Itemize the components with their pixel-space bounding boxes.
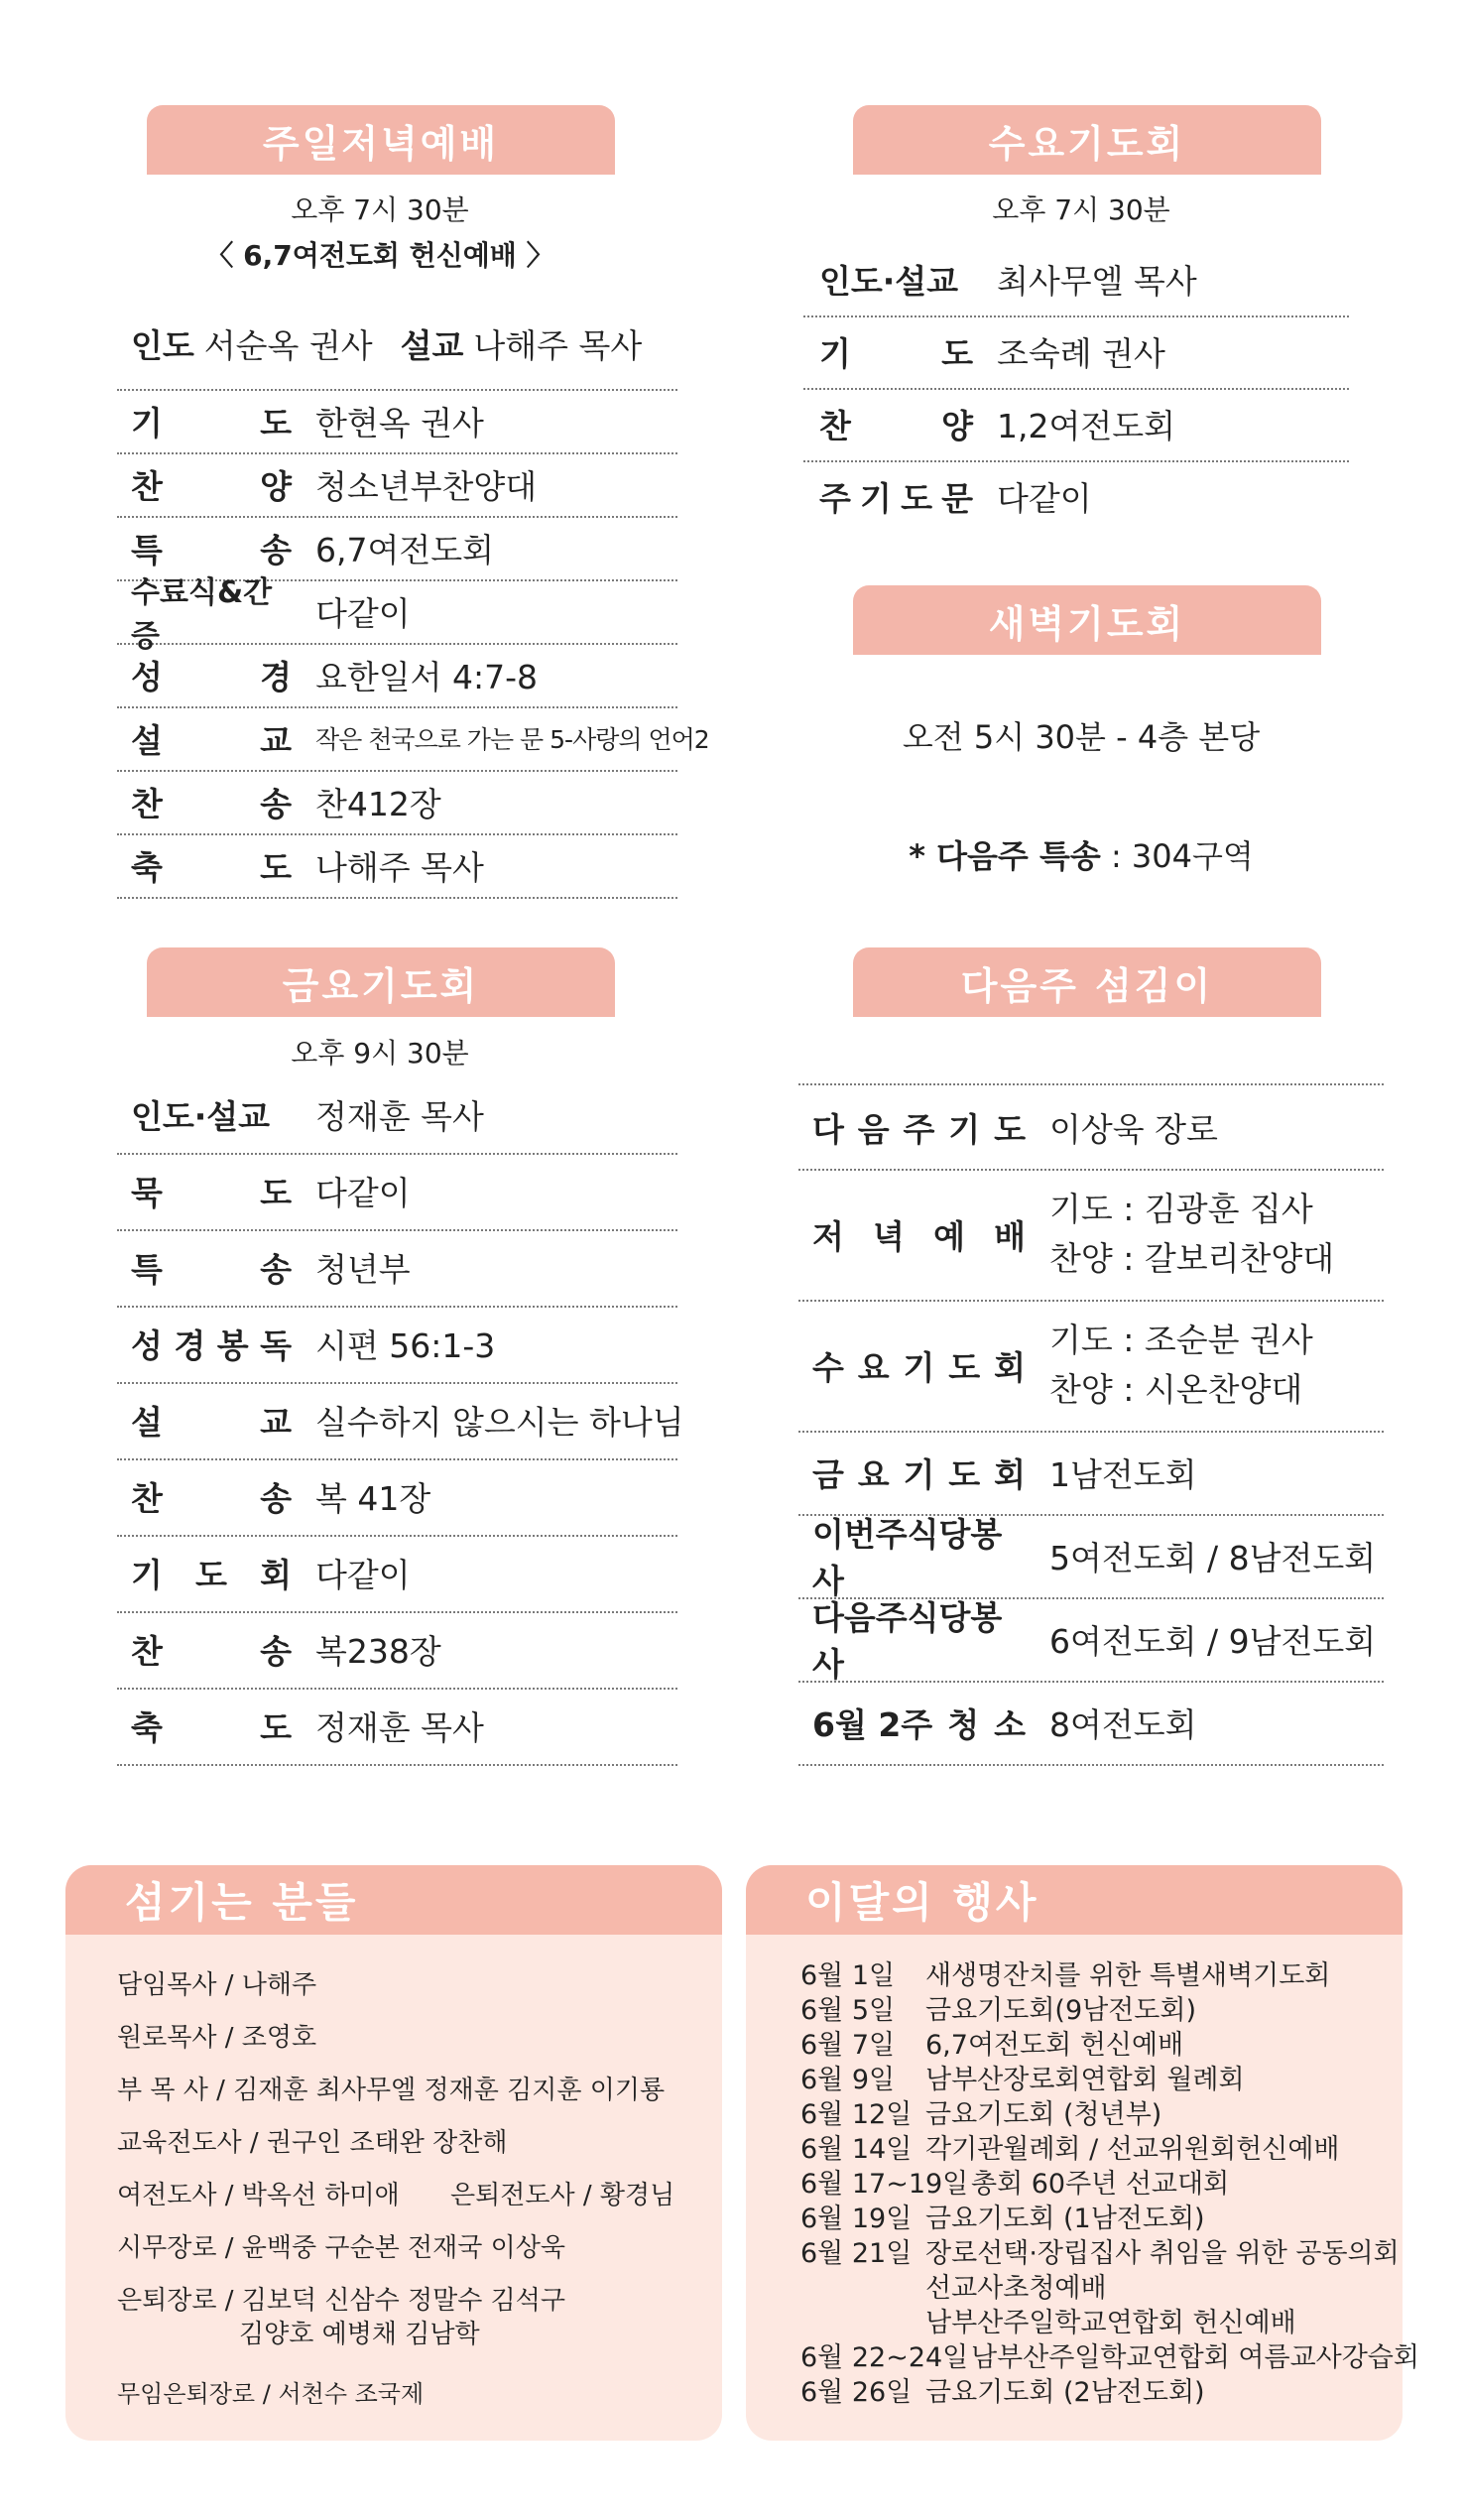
friday-row-hymn-2 xyxy=(117,1611,677,1690)
row-label: 특 송 xyxy=(131,530,292,569)
staff-line: 은퇴장로 / 김보덕 신삼수 정말수 김석구 xyxy=(117,2286,565,2316)
wednesday-row-leader xyxy=(803,243,1349,317)
row-value: 시편 56:1-3 xyxy=(315,1326,496,1365)
row-label: 찬 양 xyxy=(819,407,973,445)
friday-row-silent-prayer xyxy=(117,1153,677,1231)
row-value: 청소년부찬양대 xyxy=(315,466,538,506)
event-item: 6월 7일 6,7여전도회 헌신예배 xyxy=(800,2030,1184,2061)
sermon-label: 설교 xyxy=(400,325,464,365)
dawn-header: 새벽기도회 xyxy=(853,585,1321,655)
staff-line: 교육전도사 / 권구인 조태완 장찬해 xyxy=(117,2128,508,2158)
row-label: 금 요 기 도 회 xyxy=(812,1454,1026,1494)
next-row-evening xyxy=(798,1169,1384,1302)
sunday-row-praise xyxy=(117,452,677,518)
event-item: 6월 1일 새생명잔치를 위한 특별새벽기도회 xyxy=(800,1960,1331,1991)
events-box xyxy=(746,1865,1419,2441)
row-label: 찬 송 xyxy=(131,1632,292,1671)
row-label: 다 음 주 기 도 xyxy=(812,1109,1026,1149)
friday-row-sermon xyxy=(117,1382,684,1460)
event-item: 6월 17~19일 총회 60주년 선교대회 xyxy=(800,2169,1230,2200)
row-label: 인도·설교 xyxy=(819,262,959,301)
next-row-friday xyxy=(798,1431,1384,1516)
friday-header: 금요기도회 xyxy=(147,947,615,1017)
row-value: 다같이 xyxy=(315,593,411,633)
row-label: 기 도 xyxy=(819,334,973,373)
row-value: 최사무엘 목사 xyxy=(997,262,1197,301)
wednesday-header: 수요기도회 xyxy=(853,105,1321,175)
sunday-evening-leader-row xyxy=(117,298,677,391)
row-value: 실수하지 않으시는 하나님 xyxy=(315,1403,684,1442)
row-label: 성 경 xyxy=(131,657,292,696)
sunday-row-prayer xyxy=(117,389,677,454)
wednesday-row-prayer xyxy=(803,315,1349,390)
event-item: 6월 12일 금요기도회 (청년부) xyxy=(800,2099,1162,2130)
row-label: 기 도 회 xyxy=(131,1556,292,1594)
event-item: 6월 19일 금요기도회 (1남전도회) xyxy=(800,2204,1205,2234)
wednesday-row-lords-prayer xyxy=(803,460,1349,533)
row-value: 한현옥 권사 xyxy=(315,403,484,442)
sunday-evening-special: 〈 6,7여전도회 헌신예배 〉 xyxy=(205,239,554,272)
friday-row-scripture xyxy=(117,1306,677,1384)
row-value: 청년부 xyxy=(315,1250,411,1289)
event-item: 6월 14일 각기관월례회 / 선교위원회헌신예배 xyxy=(800,2134,1340,2165)
row-label: 주 기 도 문 xyxy=(819,479,973,518)
row-value: 정재훈 목사 xyxy=(315,1708,484,1747)
row-value: 1,2여전도회 xyxy=(997,407,1175,445)
row-value: 기도 : 조순분 권사 찬양 : 시온찬양대 xyxy=(1049,1321,1313,1409)
row-label: 축 도 xyxy=(131,847,292,887)
row-label: 찬 송 xyxy=(131,784,292,823)
staff-line: 부 목 사 / 김재훈 최사무엘 정재훈 김지훈 이기룡 xyxy=(117,2076,666,2105)
row-value: 6여전도회 / 9남전도회 xyxy=(1049,1621,1377,1661)
staff-line: 여전도사 / 박옥선 하미애 xyxy=(117,2181,400,2210)
event-item: 6월 5일 금요기도회(9남전도회) xyxy=(800,1995,1196,2026)
sunday-row-scripture xyxy=(117,643,677,708)
row-value: 8여전도회 xyxy=(1049,1704,1197,1744)
next-row-kitchen-this xyxy=(798,1514,1384,1599)
row-value: 다같이 xyxy=(315,1556,411,1594)
next-row-wednesday xyxy=(798,1300,1384,1433)
next-week-header: 다음주 섬김이 xyxy=(853,947,1321,1017)
friday-row-hymn xyxy=(117,1458,677,1537)
wednesday-row-praise xyxy=(803,388,1349,462)
event-item: 6월 9일 남부산장로회연합회 월례회 xyxy=(800,2065,1245,2095)
row-label: 묵 도 xyxy=(131,1174,292,1212)
next-row-prayer xyxy=(798,1083,1384,1171)
row-label: 이번주식당봉사 xyxy=(812,1515,1003,1600)
row-value: 찬412장 xyxy=(315,784,441,823)
row-label: 찬 양 xyxy=(131,466,292,506)
staff-line: 시무장로 / 윤백중 구순본 전재국 이상욱 xyxy=(117,2233,565,2263)
row-label: 다음주식당봉사 xyxy=(812,1598,1003,1684)
sunday-row-sermon xyxy=(117,706,709,772)
leader-name: 서순옥 권사 xyxy=(203,325,373,365)
dawn-time: 오전 5시 30분 - 4층 본당 xyxy=(902,718,1261,756)
row-value: 작은 천국으로 가는 문 5-사랑의 언어2 xyxy=(315,725,709,754)
servers-header: 섬기는 분들 xyxy=(65,1865,722,1935)
row-label: 성 경 봉 독 xyxy=(131,1326,292,1365)
dawn-next-special xyxy=(803,831,1359,877)
sunday-evening-header: 주일저녁예배 xyxy=(147,105,615,175)
row-value: 다같이 xyxy=(315,1174,411,1212)
event-item: 6월 26일 금요기도회 (2남전도회) xyxy=(800,2377,1205,2408)
sunday-row-hymn xyxy=(117,770,677,835)
staff-line: 은퇴전도사 / 황경님 xyxy=(450,2181,675,2210)
row-label: 6월 2주 청 소 xyxy=(812,1704,1026,1744)
staff-line: 담임목사 / 나해주 xyxy=(117,1970,317,2000)
row-label: 찬 송 xyxy=(131,1479,292,1518)
event-item: 6월 22~24일 남부산주일학교연합회 여름교사강습회 xyxy=(800,2342,1419,2373)
row-label: 수 요 기 도 회 xyxy=(812,1347,1026,1387)
row-value: 조숙례 권사 xyxy=(997,334,1165,373)
sunday-row-graduation xyxy=(117,575,677,654)
row-value: 복 41장 xyxy=(315,1479,431,1518)
next-row-cleaning xyxy=(798,1681,1384,1766)
row-value: 복238장 xyxy=(315,1632,441,1671)
friday-time: 오후 9시 30분 xyxy=(291,1037,469,1070)
row-value: 나해주 목사 xyxy=(315,847,484,887)
row-value: 요한일서 4:7-8 xyxy=(315,657,539,696)
staff-line: 무임은퇴장로 / 서천수 조국제 xyxy=(117,2380,425,2408)
sermon-name: 나해주 목사 xyxy=(473,325,643,365)
leader-label: 인도 xyxy=(131,325,194,365)
row-value: 6,7여전도회 xyxy=(315,530,494,569)
row-label: 설 교 xyxy=(131,720,292,760)
row-label: 저 녁 예 배 xyxy=(812,1216,1026,1256)
next-row-kitchen-next xyxy=(798,1597,1384,1683)
events-header: 이달의 행사 xyxy=(746,1865,1403,1935)
next-special-label: * 다음주 특송 xyxy=(909,837,1101,875)
sunday-evening-time: 오후 7시 30분 xyxy=(291,193,469,226)
event-item: 선교사초청예배 xyxy=(925,2273,1107,2304)
friday-row-special-song xyxy=(117,1229,677,1308)
wednesday-time: 오후 7시 30분 xyxy=(992,193,1170,226)
next-special-value: : 304구역 xyxy=(1100,837,1254,875)
row-label: 인도·설교 xyxy=(131,1097,271,1136)
row-label: 설 교 xyxy=(131,1403,292,1442)
row-value: 정재훈 목사 xyxy=(315,1097,484,1136)
row-value: 5여전도회 / 8남전도회 xyxy=(1049,1538,1377,1577)
event-item: 남부산주일학교연합회 헌신예배 xyxy=(925,2308,1296,2338)
row-label: 축 도 xyxy=(131,1708,292,1747)
row-label: 수료식&간증 xyxy=(131,575,273,654)
staff-line: 김양호 예병채 김남학 xyxy=(239,2320,480,2349)
event-item: 6월 21일 장로선택·장립집사 취임을 위한 공동의회 xyxy=(800,2238,1400,2269)
friday-row-benediction xyxy=(117,1688,677,1766)
row-value: 이상욱 장로 xyxy=(1049,1109,1218,1149)
friday-row-prayer-meeting xyxy=(117,1535,677,1613)
row-value: 다같이 xyxy=(997,479,1092,518)
row-label: 특 송 xyxy=(131,1250,292,1289)
row-value: 1남전도회 xyxy=(1049,1454,1197,1494)
row-label: 기 도 xyxy=(131,403,292,442)
sunday-row-benediction xyxy=(117,833,677,899)
friday-row-leader xyxy=(117,1076,677,1155)
staff-line: 원로목사 / 조영호 xyxy=(117,2023,317,2053)
servers-box xyxy=(65,1865,722,2441)
row-value: 기도 : 김광훈 집사 찬양 : 갈보리찬양대 xyxy=(1049,1190,1335,1278)
